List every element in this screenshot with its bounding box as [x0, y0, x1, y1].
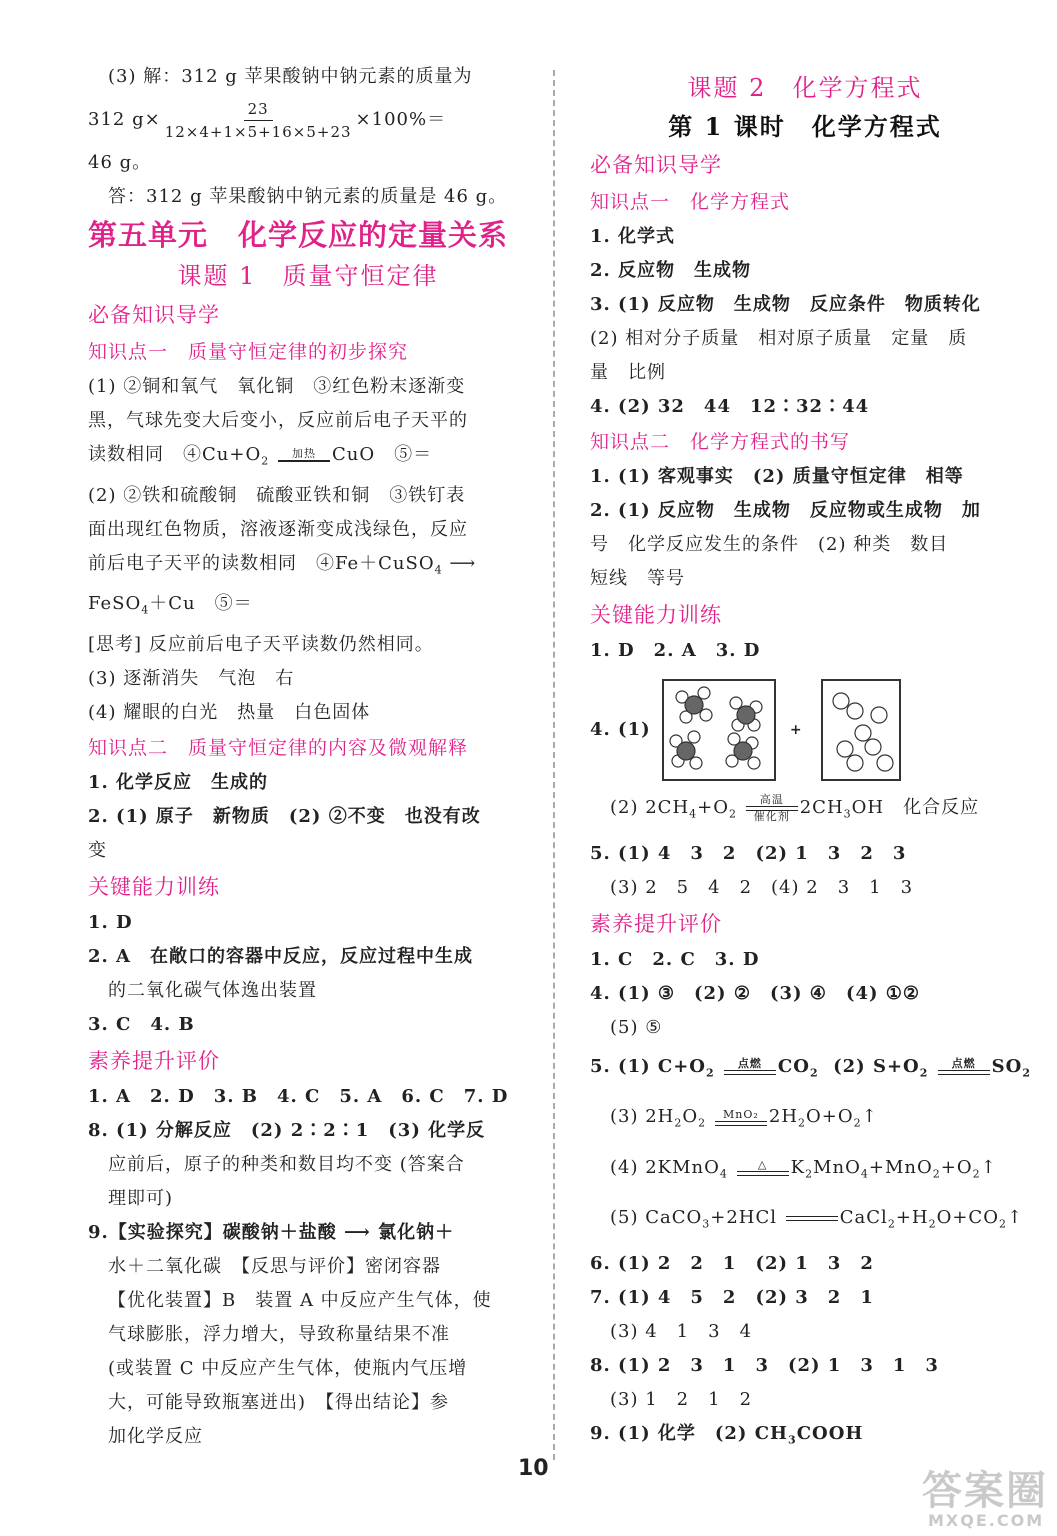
text-line: 2. (1) 原子 新物质 (2) ②不变 也没有改	[88, 805, 481, 827]
text-line: (3) 逐渐消失 气泡 右	[88, 667, 295, 689]
fraction: $\frac{23}{12\times 4+1\times 5+16\times 5+23}$	[164, 99, 352, 141]
watermark-sub: MXQE.COM	[928, 1511, 1045, 1530]
equation-line: (2) $2CH_4+O_2$ 高温 催化剂 $2CH_3OH$ 化合反应	[610, 792, 980, 823]
text-line: (3) 4 1 3 4	[610, 1320, 753, 1342]
text-line: 气球膨胀，浮力增大，导致称量结果不准	[108, 1323, 450, 1345]
section-heading: 必备知识导学	[88, 303, 220, 327]
text-line: 1. (1) 客观事实 (2) 质量守恒定律 相等	[590, 466, 964, 487]
text-line: 3. (1) 反应物 生成物 反应条件 物质转化	[590, 294, 981, 315]
watermark-logo	[922, 1470, 1048, 1530]
text-line: 面出现红色物质，溶液逐渐变成浅绿色，反应	[88, 518, 468, 540]
text-line: 水＋二氧化碳 【反思与评价】密闭容器	[108, 1255, 441, 1277]
molecule-diagram-line: 4. (1) +	[590, 674, 1020, 786]
equation-line: (5) CaCO$_3$+2HCl $CaCl_2+H_2O+CO_2↑$	[610, 1207, 1024, 1231]
left-column	[88, 60, 528, 1454]
text-line: 6. (1) 2 2 1 (2) 1 3 2	[590, 1252, 874, 1274]
molecule-box-methane	[662, 679, 776, 781]
text-line: 1. 化学反应 生成的	[88, 771, 269, 793]
text-line: 2. A 在敞口的容器中反应，反应过程中生成	[88, 945, 474, 967]
text-line: 4. (1) ③ (2) ② (3) ④ (4) ①②	[590, 982, 921, 1004]
right-column	[590, 68, 1032, 1458]
text-line: 1. D 2. A 3. D	[590, 640, 761, 661]
text-line: 8. (1) 分解反应 (2) 2∶2∶1 (3) 化学反	[88, 1119, 486, 1141]
text-line: 2. 反应物 生成物	[590, 260, 752, 281]
text-line: 1. D	[88, 911, 133, 933]
text-line: 5. (1) 4 3 2 (2) 1 3 2 3	[590, 842, 907, 864]
p3-answer: 答：312 g 苹果酸钠中钠元素的质量是 46 g。	[108, 186, 508, 207]
text-line: 1. 化学式	[590, 226, 676, 247]
equation-line: 9. (1) 化学 (2) $CH_3COOH$	[590, 1422, 864, 1447]
text-line: 号 化学反应发生的条件 (2) 种类 数目	[590, 534, 949, 555]
text-line: 的二氧化碳气体逸出装置	[108, 979, 317, 1001]
section-heading: 关键能力训练	[88, 874, 220, 899]
text-line: 4. (2) 32 44 12∶32∶44	[590, 396, 870, 417]
column-divider	[553, 70, 555, 1460]
text-line: (1) ②铜和氧气 氧化铜 ③红色粉末逐渐变	[88, 376, 466, 397]
text-line: 变	[88, 839, 107, 861]
reaction-equals: △	[737, 1159, 789, 1176]
section-heading: 素养提升评价	[590, 911, 722, 936]
text-line: 加化学反应	[108, 1425, 203, 1447]
text-line: 7. (1) 4 5 2 (2) 3 2 1	[590, 1286, 874, 1308]
equation-line: (4) 2KMnO$_4$ △ $K_2MnO_4+MnO_2+O_2↑$	[610, 1156, 997, 1181]
text-line: (3) 2 5 4 2 (4) 2 3 1 3	[610, 876, 914, 898]
p3-line1: (3) 解：312 g 苹果酸钠中钠元素的质量为	[108, 66, 473, 87]
text-line: 9.【实验探究】碳酸钠＋盐酸 ⟶ 氯化钠＋	[88, 1221, 455, 1243]
text-line: 3. C 4. B	[88, 1013, 195, 1035]
text-line: 【优化装置】B 装置 A 中反应产生气体，使	[108, 1289, 492, 1311]
text-line: 短线 等号	[590, 568, 685, 589]
text-line: (2) ②铁和硫酸铜 硫酸亚铁和铜 ③铁钉表	[88, 484, 466, 506]
text-line: [思考] 反应前后电子天平读数仍然相同。	[88, 633, 434, 655]
reaction-arrow: 加热	[278, 448, 330, 462]
equation-line: 5. (1) $C+O_2$ 点燃 $CO_2$ (2) $S+O_2$ 点燃 $SO_2$	[590, 1055, 1032, 1080]
text-line: 量 比例	[590, 362, 666, 383]
text-line: 2. (1) 反应物 生成物 反应物或生成物 加	[590, 500, 981, 521]
knowledge-point-heading: 知识点二 质量守恒定律的内容及微观解释	[88, 736, 469, 759]
text-line: (3) 1 2 1 2	[610, 1388, 753, 1410]
topic-title: 课题 1 质量守恒定律	[177, 262, 439, 290]
reaction-equals	[786, 1216, 838, 1221]
knowledge-point-heading: 知识点一 化学方程式	[590, 191, 791, 213]
reaction-equals: 点燃	[724, 1058, 776, 1075]
section-heading: 必备知识导学	[590, 153, 722, 177]
section-heading: 素养提升评价	[88, 1048, 220, 1073]
text-line: (5) ⑤	[610, 1016, 663, 1038]
equation-line: (3) $2H_2O_2$ MnO₂ $2H_2O+O_2↑$	[610, 1106, 878, 1130]
text-line: 1. A 2. D 3. B 4. C 5. A 6. C 7. D	[88, 1085, 509, 1107]
molecule-box-oxygen	[821, 679, 901, 781]
text-line: (2) 相对分子质量 相对原子质量 定量 质	[590, 328, 968, 349]
watermark-main: 答案圈	[922, 1468, 1048, 1514]
reaction-equals: 点燃	[938, 1058, 990, 1075]
p3-result: 46 g。	[88, 152, 152, 173]
text-line: (或装置 C 中反应产生气体，使瓶内气压增	[108, 1357, 468, 1379]
text-line: 1. C 2. C 3. D	[590, 948, 760, 970]
knowledge-point-heading: 知识点一 质量守恒定律的初步探究	[88, 341, 409, 363]
text-line: 应前后，原子的种类和数目均不变 (答案合	[108, 1153, 465, 1175]
text-line: (4) 耀眼的白光 热量 白色固体	[88, 701, 371, 723]
lesson-title: 第 1 课时 化学方程式	[668, 112, 942, 141]
text-line: 理即可)	[108, 1187, 174, 1209]
equation-line: 前后电子天平的读数相同 ④Fe＋CuSO$_4$ ⟶	[88, 552, 477, 577]
reaction-equals: MnO₂	[715, 1109, 767, 1126]
text-line: 8. (1) 2 3 1 3 (2) 1 3 1 3	[590, 1354, 939, 1376]
p3-formula: 312 g× $\frac{23}{12\times 4+1\times 5+16\times 5+23}$ ×100%＝	[88, 99, 447, 141]
page-number: 10	[518, 1456, 549, 1481]
equation-line: FeSO$_4$＋Cu ⑤＝	[88, 593, 253, 617]
text-line: 大，可能导致瓶塞迸出) 【得出结论】参	[108, 1391, 450, 1413]
text-line: 黑，气球先变大后变小，反应前后电子天平的	[88, 410, 468, 431]
unit-title: 第五单元 化学反应的定量关系	[88, 218, 509, 252]
equation-line: 读数相同 $④Cu+O_2$ 加热 CuO ⑤＝	[88, 444, 433, 468]
topic-title: 课题 2 化学方程式	[687, 74, 923, 102]
reaction-equals: 高温 催化剂	[746, 794, 798, 823]
knowledge-point-heading: 知识点二 化学方程式的书写	[590, 431, 851, 453]
section-heading: 关键能力训练	[590, 603, 722, 627]
